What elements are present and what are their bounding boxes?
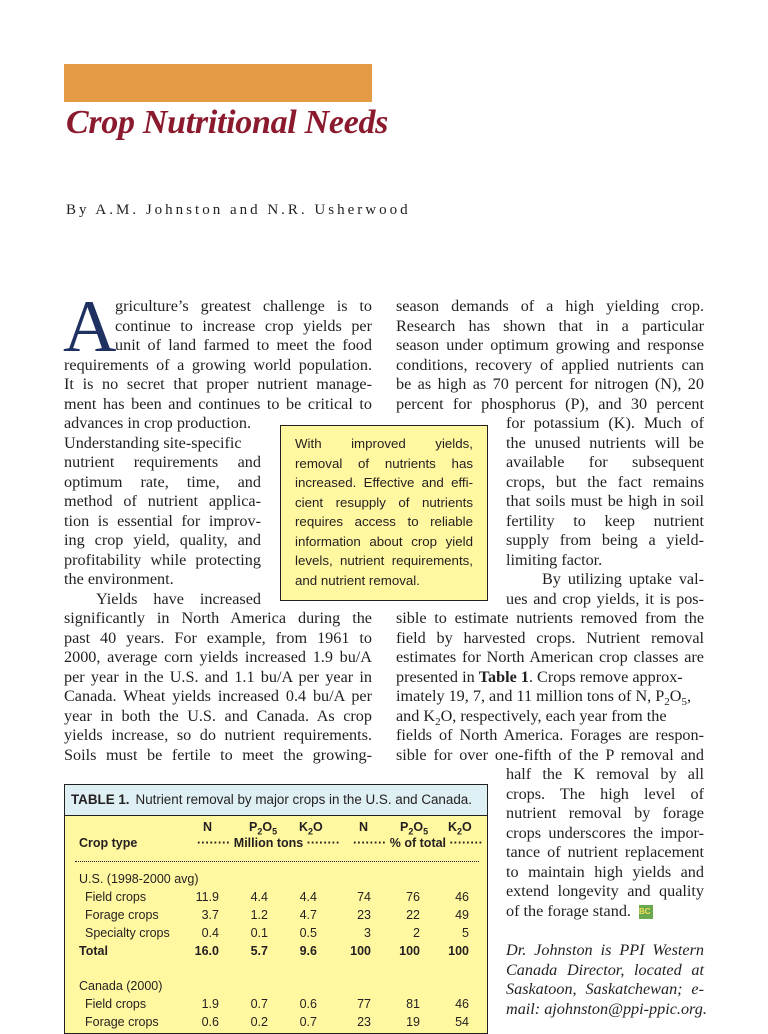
body-line: season under optimum growing and response: [396, 336, 704, 354]
body-line: of the forage stand. BC: [506, 902, 653, 922]
body-line: crops, but the fact remains: [506, 472, 704, 491]
body-line: be as high as 70 percent for nitrogen (N), 20: [396, 375, 704, 393]
unit-right: ········ % of total ········: [353, 836, 483, 850]
nutrient-removal-table: TABLE 1. Nutrient removal by major crops in the U.S. and Canada. N $P_2O_5$ $K_2O$ N $P_2O_5$ $K_2O$ Crop type ········ Million tons ········ ········ % of total ········ U.S. (1998-2000 avg) Field crops 11.9 4.4 4.4 74 76 46 Forage crops 3.7 1.2 4.7 23 22 49 Specialty crops 0.4 0.1 0.5 3 2 5 Total 16.0 5.7 9.6 100 100 100 Canada (2000) Field crops 1.9 0.7 0.6 77 81 46 Forage crops 0.6 0.2 0.7 23 19 54: [64, 784, 488, 1034]
body-line: half the K removal by all: [506, 765, 704, 783]
drop-cap: A: [63, 286, 117, 368]
author-note-line: mail: ajohnston@ppi-ppic.org.: [506, 999, 707, 1018]
body-line: limiting factor.: [506, 550, 603, 569]
body-line: requirements of a growing world population.: [64, 355, 372, 374]
col-header-p2o5: $P_2O_5$: [249, 820, 278, 837]
body-line: tion is essential for improv-: [64, 511, 261, 530]
body-line: the environment.: [64, 570, 174, 588]
body-line: yields increase, so do nutrient requirements.: [64, 726, 372, 744]
body-line: unit of land farmed to meet the food: [115, 336, 372, 354]
section-title: U.S. (1998-2000 avg): [79, 872, 199, 886]
pull-quote-line: removal of nutrients has: [295, 455, 473, 471]
pull-quote-line: levels, nutrient requirements,: [295, 553, 473, 568]
body-line: It is no secret that proper nutrient manage-: [64, 375, 372, 393]
bc-logo-icon: BC: [639, 905, 653, 919]
body-line: to maintain high yields and: [506, 862, 704, 881]
author-note-line: Canada Director, located at: [506, 960, 704, 979]
pull-quote-line: cient resupply of nutrients: [295, 494, 473, 510]
table-reference: Table 1: [478, 667, 529, 686]
body-line: continue to increase crop yields per: [115, 316, 372, 335]
body-line-with-table-ref: presented in Table 1. Crops remove approx-: [396, 667, 683, 686]
body-line: available for subsequent: [506, 453, 704, 471]
body-line: sible for over one-fifth of the P removal and: [396, 745, 704, 764]
pull-quote: [280, 425, 488, 601]
body-line: supply from being a yield-: [506, 531, 704, 549]
body-line: past 40 years. For example, from 1961 to: [64, 628, 372, 647]
body-line: method of nutrient applica-: [64, 492, 261, 510]
body-line: sible to estimate nutrients removed from the: [396, 609, 704, 627]
body-line: By utilizing uptake val-: [542, 570, 704, 588]
body-line: for potassium (K). Much of: [506, 414, 704, 432]
author-note-line: Dr. Johnston is PPI Western: [506, 941, 704, 959]
pull-quote-line: information about crop yield: [295, 533, 473, 549]
body-line: nutrient requirements and: [64, 453, 261, 471]
body-line: Yields have increased: [96, 589, 261, 608]
body-line: crops underscores the impor-: [506, 823, 704, 842]
table-caption: [65, 785, 487, 816]
col-header-n: N: [203, 820, 213, 834]
body-line: 2000, average corn yields increased 1.9 bu/A: [64, 648, 372, 666]
article-title: Crop Nutritional Needs: [66, 104, 389, 141]
pull-quote-line: With improved yields,: [295, 436, 473, 451]
body-line: Canada. Wheat yields increased 0.4 bu/A per: [64, 687, 372, 705]
table-divider: [75, 861, 479, 862]
section-title: Canada (2000): [79, 979, 163, 993]
body-line: conditions, recovery of applied nutrients can: [396, 355, 704, 374]
body-line: that soils must be high in soil: [506, 492, 704, 510]
body-line: profitability while protecting: [64, 550, 261, 569]
body-line: griculture’s greatest challenge is to: [115, 297, 372, 315]
title-accent-bar: [64, 64, 372, 102]
col-header-p2o5-pct: $P_2O_5$: [400, 820, 429, 837]
body-line: year in both the U.S. and Canada. As crop: [64, 706, 372, 725]
body-line: percent for phosphorus (P), and 30 percent: [396, 394, 704, 413]
body-line: per year in the U.S. and 1.1 bu/A per year in: [64, 667, 372, 686]
body-line: advances in crop production.: [64, 414, 251, 432]
body-line: season demands of a high yielding crop.: [396, 297, 704, 315]
body-line: Research has shown that in a particular: [396, 316, 704, 335]
body-line: fields of North America. Forages are respon-: [396, 726, 704, 744]
pull-quote-line: requires access to reliable: [295, 514, 473, 529]
body-line: fertility to keep nutrient: [506, 511, 704, 530]
pull-quote-line: and nutrient removal.: [295, 572, 420, 588]
body-line: ing crop yield, quality, and: [64, 531, 261, 549]
body-line: ues and crop yields, it is pos-: [506, 589, 704, 608]
col-header-k2o: $K_2O$: [299, 820, 323, 837]
col-header-k2o-pct: $K_2O$: [448, 820, 472, 837]
body-line: optimum rate, time, and: [64, 472, 261, 491]
author-note-line: Saskatoon, Saskatchewan; e-: [506, 980, 704, 998]
body-line-with-formula: imately 19, 7, and 11 million tons of N, $P_2O_5$,: [396, 687, 692, 709]
col-header-n-pct: N: [359, 820, 369, 834]
body-line: field by harvested crops. Nutrient removal: [396, 628, 704, 647]
table-caption-text: Nutrient removal by major crops in the U.S. and Canada.: [135, 792, 472, 807]
body-line: significantly in North America during the: [64, 609, 372, 627]
crop-type-header: Crop type: [79, 836, 138, 850]
body-line: Soils must be fertile to meet the growing-: [64, 745, 372, 764]
body-line: nutrient removal by forage: [506, 804, 704, 822]
pull-quote-line: increased. Effective and effi-: [295, 475, 473, 490]
byline: By A.M. Johnston and N.R. Usherwood: [66, 202, 411, 218]
body-line: estimates for North American crop classes are: [396, 648, 704, 666]
body-line-with-formula: and $K_2O$, respectively, each year from the: [396, 706, 667, 728]
table-label: TABLE 1.: [71, 792, 130, 807]
body-line: ment has been and continues to be critical to: [64, 394, 372, 413]
unit-left: ········ Million tons ········: [197, 836, 340, 850]
body-line: tance of nutrient replacement: [506, 843, 704, 861]
body-line: the unused nutrients will be: [506, 433, 704, 452]
body-line: Understanding site-specific: [64, 433, 242, 452]
body-line: extend longevity and quality: [506, 882, 704, 900]
body-line: crops. The high level of: [506, 784, 704, 803]
